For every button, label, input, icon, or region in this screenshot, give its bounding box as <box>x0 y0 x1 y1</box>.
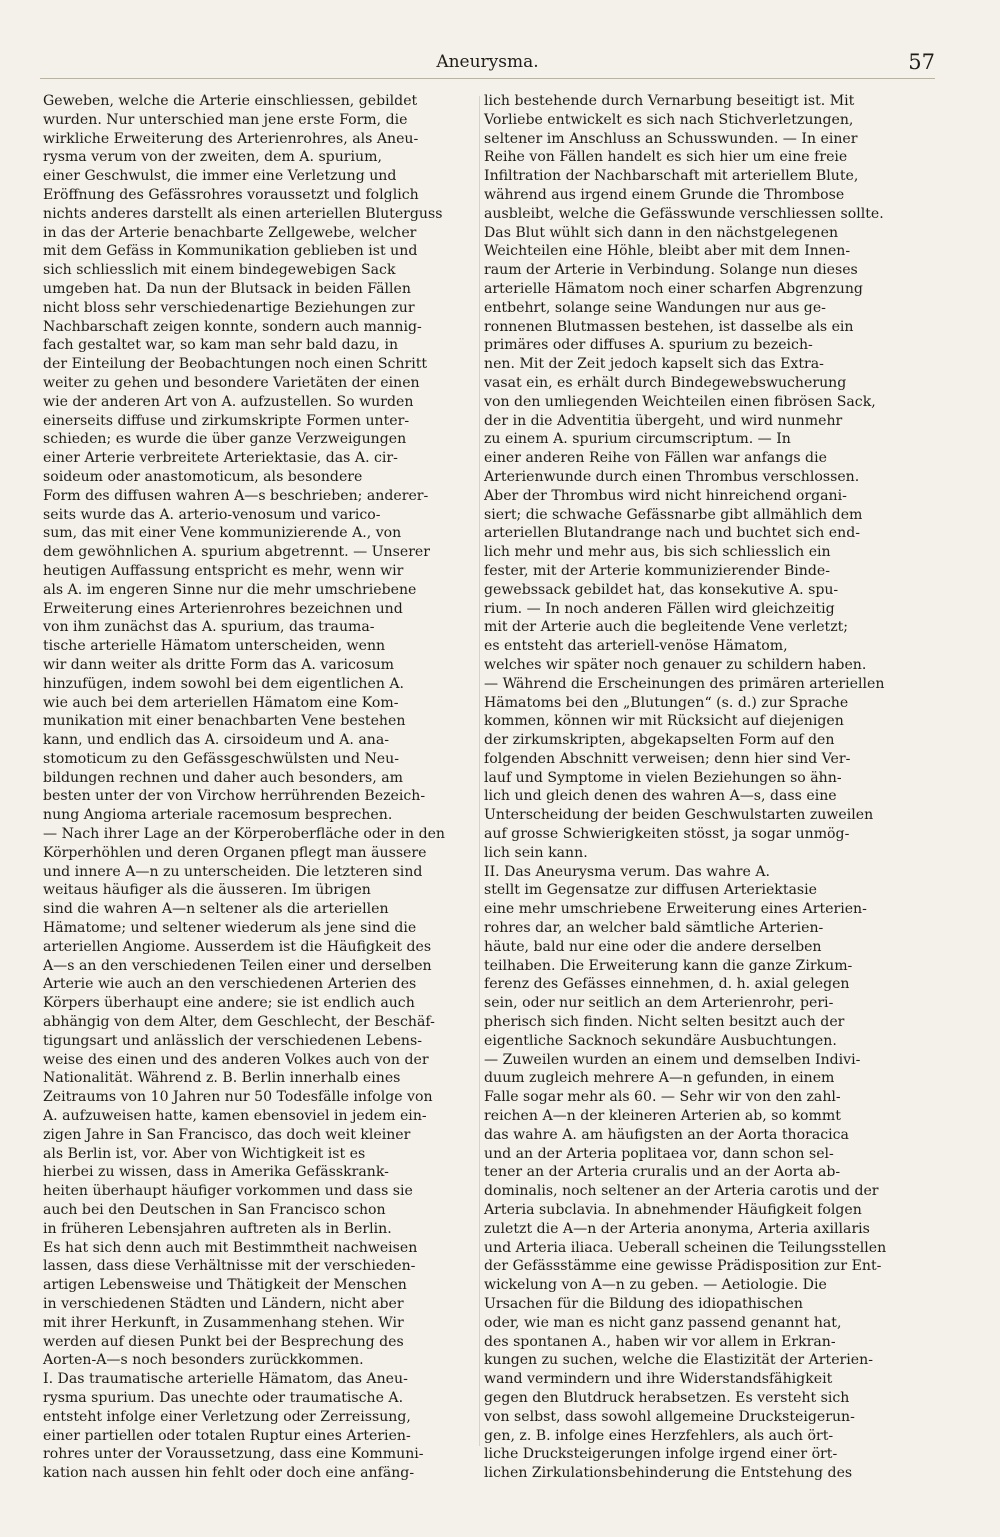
text-line: einer anderen Reihe von Fällen war anfangs die <box>484 450 827 467</box>
text-line: ferenz des Gefässes einnehmen, d. h. axial gelegen <box>484 976 850 993</box>
text-line: A—s an den verschiedenen Teilen einer und derselben <box>43 957 432 974</box>
text-line: Arterie wie auch an den verschiedenen Arterien des <box>43 976 417 993</box>
text-line: Körperhöhlen und deren Organen pflegt man äussere <box>43 844 427 861</box>
running-header <box>40 50 935 76</box>
text-line: rium. — In noch anderen Fällen wird gleichzeitig <box>484 600 835 617</box>
text-line: Hämatome; und seltener wiederum als jene sind die <box>43 920 417 937</box>
text-line: einerseits diffuse und zirkumskripte Formen unter- <box>43 412 410 429</box>
text-line: Arterienwunde durch einen Thrombus verschlossen. <box>484 468 860 485</box>
text-line: wie der anderen Art von A. aufzustellen. So wurden <box>43 393 414 410</box>
text-line: II. Das Aneurysma verum. Das wahre A. <box>484 863 770 880</box>
text-line: der Einteilung der Beobachtungen noch einen Schritt <box>43 356 428 373</box>
text-line: eigentliche Sacknoch sekundäre Ausbuchtungen. <box>484 1032 837 1049</box>
text-line: — Zuweilen wurden an einem und demselben Indivi- <box>484 1051 861 1068</box>
text-line: ausbleibt, welche die Gefässwunde verschliessen sollte. <box>484 205 884 222</box>
text-line: Reihe von Fällen handelt es sich hier um eine freie <box>484 149 848 166</box>
text-line: Das Blut wühlt sich dann in den nächstgelegenen <box>484 224 839 241</box>
text-line: — Nach ihrer Lage an der Körperoberfläche oder in den <box>43 826 446 843</box>
text-line: wurden. Nur unterschied man jene erste Form, die <box>43 111 408 128</box>
text-line: siert; die schwache Gefässnarbe gibt allmählich dem <box>484 506 863 523</box>
text-line: kann, und endlich das A. cirsoideum und A. ana- <box>43 732 389 749</box>
text-line: wickelung von A—n zu geben. — Aetiologie. Die <box>484 1277 827 1294</box>
text-line: rohres dar, an welcher bald sämtliche Arterien- <box>484 920 824 937</box>
text-line: in verschiedenen Städten und Ländern, nicht aber <box>43 1296 404 1312</box>
text-line: Eröffnung des Gefässrohres voraussetzt und folglich <box>43 186 419 203</box>
header-title: Aneurysma. <box>436 52 539 72</box>
text-line: fester, mit der Arterie kommunizierender Binde- <box>484 562 831 579</box>
text-line: weiter zu gehen und besondere Varietäten der einen <box>43 374 420 391</box>
text-line: es entsteht das arteriell-venöse Hämatom, <box>484 638 788 655</box>
text-line: bildungen rechnen und daher auch besonders, am <box>43 769 404 786</box>
text-line: das wahre A. am häufigsten an der Aorta thoracica <box>484 1126 849 1143</box>
text-line: einer Geschwulst, die immer eine Verletzung und <box>43 168 397 185</box>
text-line: umgeben hat. Da nun der Blutsack in beiden Fällen <box>43 280 411 297</box>
text-line: Aorten-A—s noch besonders zurückkommen. <box>43 1352 364 1369</box>
text-line: sein, oder nur seitlich an dem Arterienrohr, peri- <box>484 995 834 1012</box>
text-line: Aber der Thrombus wird nicht hinreichend organi- <box>484 487 847 504</box>
text-line: rohres unter der Voraussetzung, dass eine Kommuni- <box>43 1446 424 1463</box>
text-line: als Berlin ist, vor. Aber von Wichtigkeit ist es <box>43 1145 366 1162</box>
text-line: gewebssack gebildet hat, das konsekutive A. spu- <box>484 581 839 598</box>
text-line: zigen Jahre in San Francisco, das doch weit kleiner <box>43 1126 411 1143</box>
text-line: reichen A—n der kleineren Arterien ab, so kommt <box>484 1108 841 1125</box>
text-line: während aus irgend einem Grunde die Thrombose <box>484 186 845 203</box>
text-line: lich und gleich denen des wahren A—s, dass eine <box>484 788 837 805</box>
text-line: seltener im Anschluss an Schusswunden. — In einer <box>484 130 858 147</box>
text-line: lassen, dass diese Verhältnisse mit der verschieden- <box>43 1258 416 1275</box>
text-line: heutigen Auffassung entspricht es mehr, wenn wir <box>43 562 404 579</box>
text-line: lich sein kann. <box>484 844 588 861</box>
text-line: stellt im Gegensatze zur diffusen Arteriektasie <box>484 882 817 899</box>
text-line: dem gewöhnlichen A. spurium abgetrennt. — Unserer <box>43 544 431 561</box>
text-line: Es hat sich denn auch mit Bestimmtheit nachweisen <box>43 1239 418 1256</box>
column-gutter <box>479 96 480 1446</box>
text-line: vasat ein, es erhält durch Bindegewebswucherung <box>484 374 847 391</box>
text-line: arteriellen Angiome. Ausserdem ist die Häufigkeit des <box>43 938 432 955</box>
text-line: gegen den Blutdruck herabsetzen. Es versteht sich <box>484 1389 850 1406</box>
text-line: Weichteilen eine Höhle, bleibt aber mit dem Innen- <box>484 243 851 260</box>
text-line: nichts anderes darstellt als einen arteriellen Bluterguss <box>43 205 443 222</box>
text-line: auch bei den Deutschen in San Francisco schon <box>43 1202 386 1219</box>
text-line: folgenden Abschnitt verweisen; denn hier sind Ver- <box>484 750 851 767</box>
text-line: kation nach aussen hin fehlt oder doch eine anfäng- <box>43 1465 415 1482</box>
text-line: wirkliche Erweiterung des Arterienrohres, als Aneu- <box>43 130 419 147</box>
text-line: kungen zu suchen, welche die Elastizität der Arterien- <box>484 1352 873 1369</box>
text-line: liche Drucksteigerungen infolge irgend einer ört- <box>484 1446 838 1463</box>
text-line: Nationalität. Während z. B. Berlin innerhalb eines <box>43 1070 401 1087</box>
text-line: in früheren Lebensjahren auftreten als in Berlin. <box>43 1220 392 1237</box>
text-line: Körpers überhaupt eine andere; sie ist endlich auch <box>43 995 415 1012</box>
text-line: tische arterielle Hämatom unterscheiden, wenn <box>43 638 386 655</box>
text-line: nicht bloss sehr verschiedenartige Beziehungen zur <box>43 299 415 316</box>
text-line: nung Angioma arteriale racemosum besprechen. <box>43 807 393 824</box>
text-line: Zeitraums von 10 Jahren nur 50 Todesfälle infolge von <box>43 1089 433 1106</box>
text-line: Arteria subclavia. In abnehmender Häufigkeit folgen <box>484 1202 862 1219</box>
text-line: raum der Arterie in Verbindung. Solange nun dieses <box>484 262 858 279</box>
text-line: Infiltration der Nachbarschaft mit arteriellem Blute, <box>484 168 859 185</box>
text-line: fach gestaltet war, so kam man sehr bald dazu, in <box>43 337 399 354</box>
text-line: wie auch bei dem arteriellen Hämatom eine Kom- <box>43 694 399 711</box>
text-line: weise des einen und des anderen Volkes auch von der <box>43 1051 429 1068</box>
text-line: auf grosse Schwierigkeiten stösst, ja sogar unmög- <box>484 826 850 843</box>
text-line: einer Arterie verbreitete Arteriektasie, das A. cir- <box>43 450 398 467</box>
text-line: und innere A—n zu unterscheiden. Die letzteren sind <box>43 863 423 880</box>
text-line: teilhaben. Die Erweiterung kann die ganze Zirkum- <box>484 957 853 974</box>
text-line: nen. Mit der Zeit jedoch kapselt sich das Extra- <box>484 356 824 373</box>
text-line: duum zugleich mehrere A—n gefunden, in einem <box>484 1070 835 1087</box>
text-line: seits wurde das A. arterio-venosum und varico- <box>43 506 381 523</box>
text-line: wir dann weiter als dritte Form das A. varicosum <box>43 656 395 673</box>
text-line: hierbei zu wissen, dass in Amerika Gefässkrank- <box>43 1164 389 1181</box>
text-line: und Arteria iliaca. Ueberall scheinen die Teilungsstellen <box>484 1239 887 1256</box>
text-line: mit dem Gefäss in Kommunikation geblieben ist und <box>43 243 418 260</box>
text-line: einer partiellen oder totalen Ruptur eines Arterien- <box>43 1427 411 1444</box>
text-line: A. aufzuweisen hatte, kamen ebensoviel in jedem ein- <box>43 1108 427 1125</box>
text-line: Hämatoms bei den „Blutungen“ (s. d.) zur Sprache <box>484 694 849 711</box>
text-line: Falle sogar mehr als 60. — Sehr wir von den zahl- <box>484 1089 841 1106</box>
text-line: artigen Lebensweise und Thätigkeit der Menschen <box>43 1277 407 1294</box>
text-line: tener an der Arteria cruralis und an der Aorta ab- <box>484 1164 841 1181</box>
right-column <box>484 92 921 1483</box>
text-line: pherisch sich finden. Nicht selten besitzt auch der <box>484 1014 845 1031</box>
text-line: lich mehr und mehr aus, bis sich schliesslich ein <box>484 544 831 561</box>
text-line: rysma verum von der zweiten, dem A. spurium, <box>43 149 382 166</box>
page-number: 57 <box>908 50 935 74</box>
text-line: lich bestehende durch Vernarbung beseitigt ist. Mit <box>484 93 855 109</box>
text-line: oder, wie man es nicht ganz passend genannt hat, <box>484 1314 842 1331</box>
text-line: welches wir später noch genauer zu schildern haben. <box>484 656 867 673</box>
text-line: entbehrt, solange seine Wandungen nur aus ge- <box>484 299 826 316</box>
text-line: hinzufügen, indem sowohl bei dem eigentlichen A. <box>43 675 405 692</box>
text-line: Ursachen für die Bildung des idiopathischen <box>484 1296 803 1312</box>
text-line: primäres oder diffuses A. spurium zu bezeich- <box>484 337 813 354</box>
left-column <box>43 92 475 1483</box>
text-line: der Gefässstämme eine gewisse Prädisposition zur Ent- <box>484 1258 882 1275</box>
text-line: arteriellen Blutandrange nach und buchtet sich end- <box>484 525 861 542</box>
text-line: wand vermindern und ihre Widerstandsfähigkeit <box>484 1371 833 1388</box>
text-line: kommen, können wir mit Rücksicht auf diejenigen <box>484 713 844 730</box>
text-line: arterielle Hämatom noch einer scharfen Abgrenzung <box>484 280 863 297</box>
text-line: als A. im engeren Sinne nur die mehr umschriebene <box>43 581 417 598</box>
text-line: von den umliegenden Weichteilen einen fibrösen Sack, <box>484 393 876 410</box>
text-line: sind die wahren A—n seltener als die arteriellen <box>43 901 389 918</box>
text-line: abhängig von dem Alter, dem Geschlecht, der Beschäf- <box>43 1014 435 1031</box>
text-line: mit ihrer Herkunft, in Zusammenhang stehen. Wir <box>43 1314 404 1331</box>
text-line: mit der Arterie auch die begleitende Vene verletzt; <box>484 619 849 636</box>
text-line: I. Das traumatische arterielle Hämatom, das Aneu- <box>43 1371 408 1388</box>
text-line: tigungsart und anlässlich der verschiedenen Lebens- <box>43 1032 423 1049</box>
text-line: — Während die Erscheinungen des primären arteriellen <box>484 675 885 692</box>
text-line: werden auf diesen Punkt bei der Besprechung des <box>43 1333 404 1350</box>
text-line: Erweiterung eines Arterienrohres bezeichnen und <box>43 600 403 617</box>
text-line: des spontanen A., haben wir vor allem in Erkran- <box>484 1333 836 1350</box>
text-line: eine mehr umschriebene Erweiterung eines Arterien- <box>484 901 867 918</box>
text-line: sich schliesslich mit einem bindegewebigen Sack <box>43 262 396 279</box>
text-line: rysma spurium. Das unechte oder traumatische A. <box>43 1389 404 1406</box>
text-line: entsteht infolge einer Verletzung oder Zerreissung, <box>43 1408 411 1425</box>
text-line: ronnenen Blutmassen bestehen, ist dasselbe als ein <box>484 318 854 335</box>
text-line: weitaus häufiger als die äusseren. Im übrigen <box>43 882 371 899</box>
text-line: häute, bald nur eine oder die andere derselben <box>484 938 822 955</box>
text-line: der in die Adventitia übergeht, und wird nunmehr <box>484 412 843 429</box>
text-line: Vorliebe entwickelt es sich nach Stichverletzungen, <box>484 111 854 128</box>
text-line: von selbst, dass sowohl allgemeine Drucksteigerun- <box>484 1408 855 1425</box>
text-line: Unterscheidung der beiden Geschwulstarten zuweilen <box>484 807 874 824</box>
text-line: zuletzt die A—n der Arteria anonyma, Arteria axillaris <box>484 1220 870 1237</box>
text-line: der zirkumskripten, abgekapselten Form auf den <box>484 732 835 749</box>
text-line: lauf und Symptome in vielen Beziehungen so ähn- <box>484 769 842 786</box>
text-line: soideum oder anastomoticum, als besondere <box>43 468 363 485</box>
text-line: munikation mit einer benachbarten Vene bestehen <box>43 713 406 730</box>
text-line: Nachbarschaft zeigen konnte, sondern auch mannig- <box>43 318 422 335</box>
text-line: zu einem A. spurium circumscriptum. — In <box>484 431 791 448</box>
text-line: schieden; es wurde die über ganze Verzweigungen <box>43 431 407 448</box>
header-rule <box>40 78 935 79</box>
text-line: dominalis, noch seltener an der Arteria carotis und der <box>484 1183 879 1200</box>
text-line: heiten überhaupt häufiger vorkommen und dass sie <box>43 1183 413 1200</box>
text-line: lichen Zirkulationsbehinderung die Entstehung des <box>484 1465 853 1482</box>
text-line: von ihm zunächst das A. spurium, das trauma- <box>43 619 375 636</box>
text-line: sum, das mit einer Vene kommunizierende A., von <box>43 525 402 542</box>
text-line: Geweben, welche die Arterie einschliessen, gebildet <box>43 93 418 109</box>
text-line: stomoticum zu den Gefässgeschwülsten und Neu- <box>43 750 399 767</box>
text-line: und an der Arteria poplitaea vor, dann schon sel- <box>484 1145 834 1162</box>
text-line: Form des diffusen wahren A—s beschrieben; anderer- <box>43 487 429 504</box>
text-line: besten unter der von Virchow herrührenden Bezeich- <box>43 788 426 805</box>
text-line: in das der Arterie benachbarte Zellgewebe, welcher <box>43 224 417 241</box>
text-line: gen, z. B. infolge eines Herzfehlers, als auch ört- <box>484 1427 834 1444</box>
